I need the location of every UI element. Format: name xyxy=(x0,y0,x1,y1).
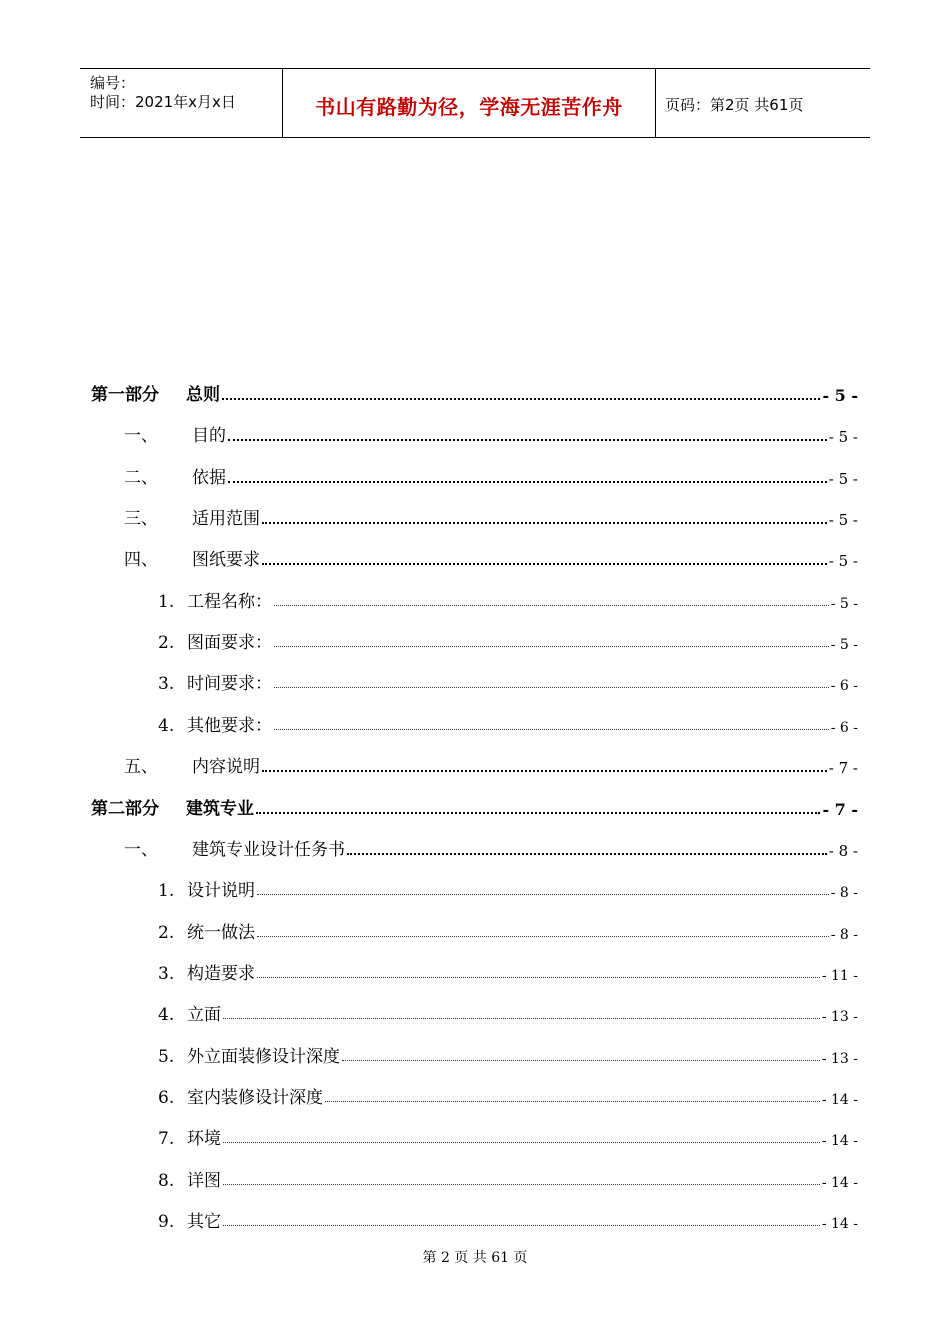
toc-dot-leader xyxy=(274,605,829,606)
toc-entry[interactable] xyxy=(158,999,858,1025)
toc-entry[interactable] xyxy=(124,834,858,860)
toc-entry-title: 总则 xyxy=(186,385,220,405)
toc-entry-number: 4. xyxy=(158,1005,175,1026)
header-motto: 书山有路勤为径，学海无涯苦作舟 xyxy=(315,95,623,119)
toc-entry[interactable] xyxy=(158,1206,858,1232)
toc-entry-title: 图面要求： xyxy=(187,633,272,654)
toc-entry-number: 4. xyxy=(158,715,175,736)
toc-entry-title: 工程名称： xyxy=(187,591,272,612)
toc-entry-number: 第二部分 xyxy=(91,798,159,819)
header-page-cell xyxy=(655,69,870,137)
toc-entry-page: - 5 - xyxy=(828,511,858,530)
toc-entry-page: - 5 - xyxy=(828,469,858,488)
toc-entry[interactable] xyxy=(124,420,858,446)
toc-entry[interactable] xyxy=(158,586,858,612)
toc-entry-title: 依据 xyxy=(192,467,226,488)
toc-entry-number: 三、 xyxy=(124,509,158,530)
toc-dot-leader xyxy=(342,1060,820,1061)
toc-entry-page: - 6 - xyxy=(830,719,858,736)
toc-entry[interactable] xyxy=(158,1082,858,1108)
toc-entry[interactable] xyxy=(158,1165,858,1191)
toc-entry-title: 立面 xyxy=(187,1005,221,1026)
toc-entry[interactable] xyxy=(91,793,858,819)
toc-entry-title: 适用范围 xyxy=(192,509,260,530)
toc-entry[interactable] xyxy=(158,627,858,653)
toc-entry-title: 详图 xyxy=(187,1170,221,1191)
header-meta-cell xyxy=(80,69,282,137)
toc-entry-title: 其他要求： xyxy=(187,715,272,736)
toc-entry-number: 7. xyxy=(158,1129,175,1150)
toc-entry-title: 环境 xyxy=(187,1129,221,1150)
toc-entry-page: - 11 - xyxy=(821,967,858,984)
toc-entry-page: - 14 - xyxy=(821,1091,858,1108)
toc-entry-page: - 7 - xyxy=(822,799,858,819)
toc-entry[interactable] xyxy=(158,958,858,984)
toc-entry-number: 3. xyxy=(158,963,175,984)
toc-dot-leader xyxy=(274,646,829,647)
toc-entry-page: - 14 - xyxy=(821,1174,858,1191)
toc-entry[interactable] xyxy=(124,503,858,529)
toc-entry-page: - 14 - xyxy=(821,1133,858,1150)
toc-entry-page: - 6 - xyxy=(830,678,858,695)
toc-dot-leader xyxy=(257,936,829,937)
toc-dot-leader xyxy=(228,439,827,441)
toc-entry[interactable] xyxy=(124,544,858,570)
toc-entry-page: - 5 - xyxy=(828,428,858,447)
toc-entry-number: 3. xyxy=(158,674,175,695)
toc-entry-page: - 8 - xyxy=(830,885,858,902)
time-label: 时间：2021年x月x日 xyxy=(90,93,236,111)
toc-entry-title: 目的 xyxy=(192,426,226,447)
toc-entry[interactable] xyxy=(158,1041,858,1067)
toc-entry-number: 五、 xyxy=(124,757,158,778)
toc-entry-title: 其它 xyxy=(187,1212,221,1232)
toc-dot-leader xyxy=(223,1142,820,1143)
toc-dot-leader xyxy=(223,1225,820,1226)
toc-entry-page: - 14 - xyxy=(821,1216,858,1232)
toc-entry-title: 内容说明 xyxy=(192,757,260,778)
toc-entry-title: 时间要求： xyxy=(187,674,272,695)
toc-entry-number: 二、 xyxy=(124,467,158,488)
toc-entry-number: 一、 xyxy=(124,426,158,447)
page-footer: 第 2 页 共 61 页 xyxy=(422,1250,528,1266)
toc-entry-number: 9. xyxy=(158,1212,175,1232)
toc-dot-leader xyxy=(228,481,827,483)
toc-entry-number: 2. xyxy=(158,633,175,654)
toc-entry-page: - 5 - xyxy=(830,595,858,612)
toc-dot-leader xyxy=(262,770,827,772)
toc-entry-number: 2. xyxy=(158,922,175,943)
toc-dot-leader xyxy=(262,563,827,565)
toc-dot-leader xyxy=(347,853,827,855)
toc-entry-page: - 5 - xyxy=(828,552,858,571)
toc-entry-page: - 7 - xyxy=(828,759,858,778)
toc-dot-leader xyxy=(222,398,820,400)
toc-dot-leader xyxy=(274,729,829,730)
header-motto-cell xyxy=(282,69,656,137)
toc-dot-leader xyxy=(256,812,820,814)
toc-entry-number: 1. xyxy=(158,591,175,612)
toc-entry-title: 建筑专业 xyxy=(186,798,254,819)
toc-entry-page: - 5 - xyxy=(822,386,858,405)
header-page-info: 页码：第2页 共61页 xyxy=(665,96,804,114)
toc-entry-number: 1. xyxy=(158,881,175,902)
toc-entry[interactable] xyxy=(158,875,858,901)
toc-dot-leader xyxy=(257,894,829,895)
page-header xyxy=(80,68,870,138)
toc-entry[interactable] xyxy=(158,668,858,694)
toc-entry-title: 室内装修设计深度 xyxy=(187,1087,323,1108)
toc-entry-title: 统一做法 xyxy=(187,922,255,943)
toc-entry[interactable] xyxy=(158,710,858,736)
toc-dot-leader xyxy=(223,1184,820,1185)
toc-entry-page: - 8 - xyxy=(830,926,858,943)
toc-entry[interactable] xyxy=(124,462,858,488)
toc-entry[interactable] xyxy=(158,1123,858,1149)
toc-entry-title: 图纸要求 xyxy=(192,550,260,571)
toc-dot-leader xyxy=(325,1101,820,1102)
toc-entry-title: 外立面装修设计深度 xyxy=(187,1046,340,1067)
toc-dot-leader xyxy=(223,1018,820,1019)
toc-entry-page: - 8 - xyxy=(828,841,858,860)
toc-entry-page: - 13 - xyxy=(821,1009,858,1026)
toc-entry[interactable] xyxy=(124,751,858,777)
toc-entry-number: 8. xyxy=(158,1170,175,1191)
serial-label: 编号： xyxy=(90,74,136,92)
toc-entry-title: 建筑专业设计任务书 xyxy=(192,839,345,860)
toc-entry-number: 一、 xyxy=(124,839,158,860)
toc-entry-page: - 5 - xyxy=(830,637,858,654)
toc-entry-title: 设计说明 xyxy=(187,881,255,902)
toc-entry-number: 第一部分 xyxy=(91,385,159,405)
toc-dot-leader xyxy=(257,977,820,978)
toc-entry[interactable] xyxy=(91,379,858,405)
toc-entry-title: 构造要求 xyxy=(187,963,255,984)
toc-entry-page: - 13 - xyxy=(821,1050,858,1067)
toc-entry-number: 6. xyxy=(158,1087,175,1108)
toc-dot-leader xyxy=(262,522,827,524)
toc-entry-number: 5. xyxy=(158,1046,175,1067)
toc-entry-number: 四、 xyxy=(124,550,158,571)
toc-dot-leader xyxy=(274,687,829,688)
toc-entry[interactable] xyxy=(158,917,858,943)
